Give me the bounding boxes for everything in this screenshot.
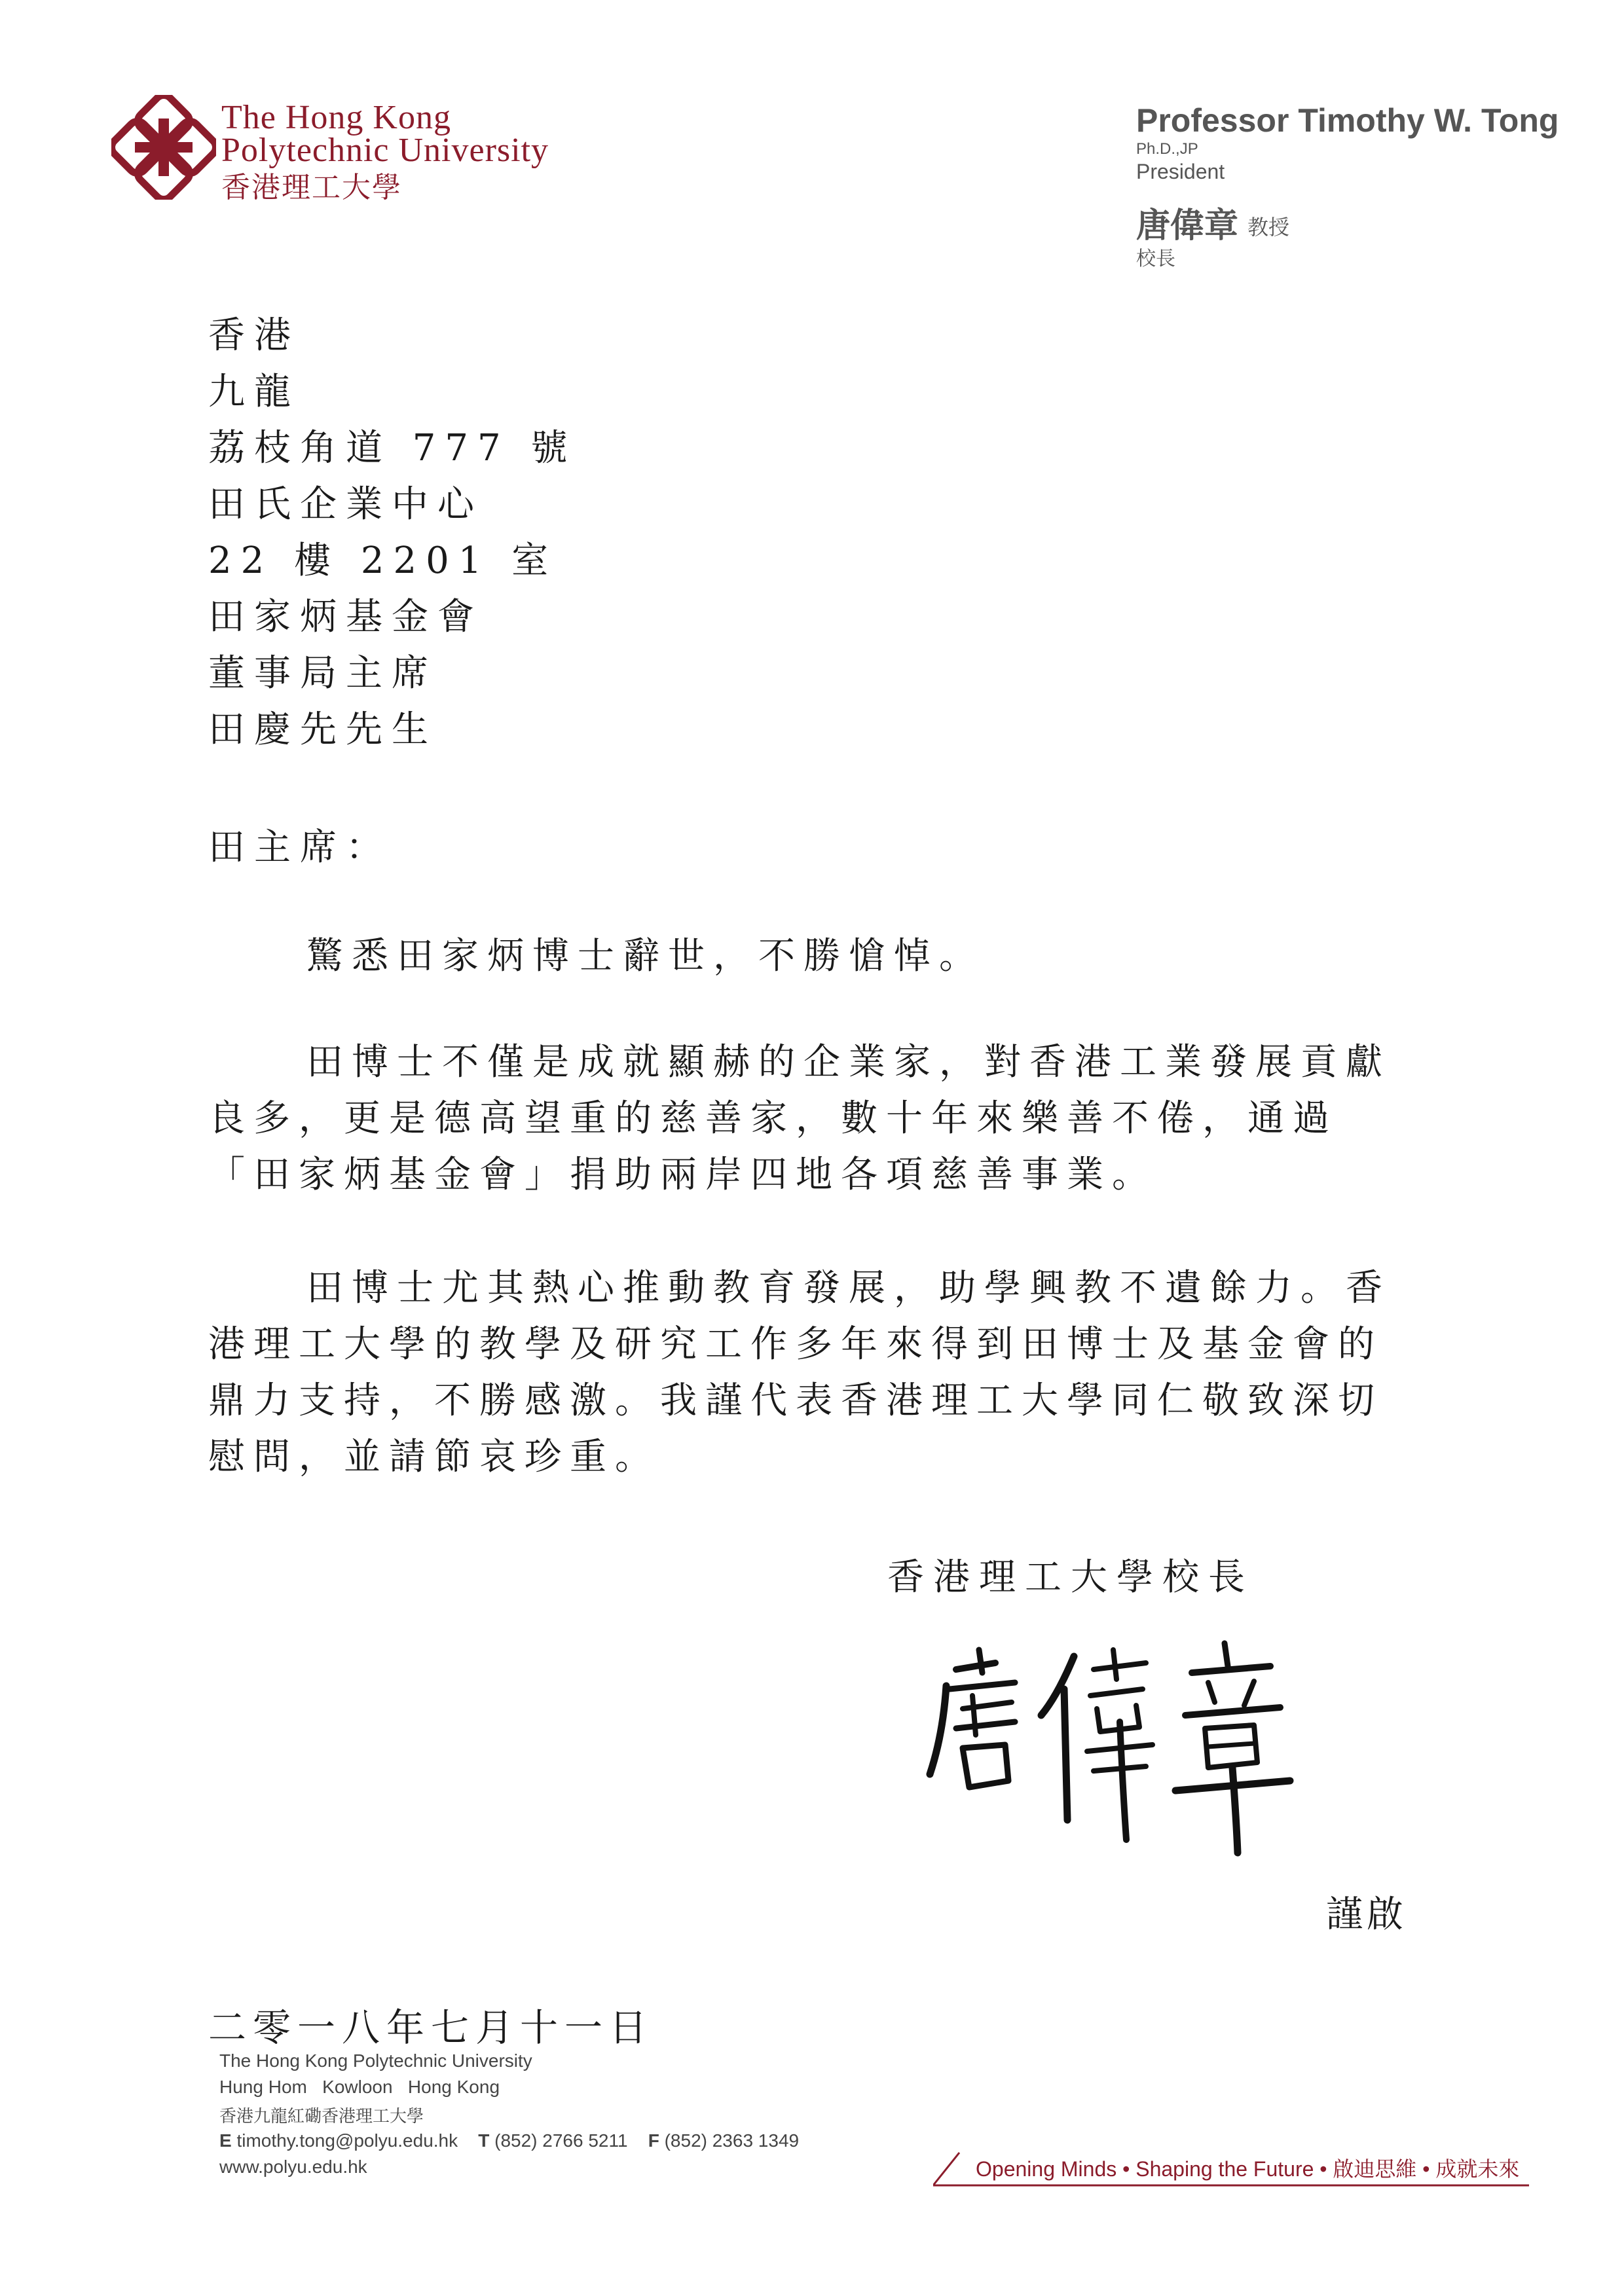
president-name-zh: 唐偉章	[1136, 206, 1239, 246]
university-name-en-line2: Polytechnic University	[221, 132, 549, 169]
letter-date: 二零一八年七月十一日	[208, 2005, 654, 2050]
address-line: 田氏企業中心	[208, 483, 483, 526]
handwritten-signature	[917, 1624, 1310, 1859]
university-name-zh: 香港理工大學	[221, 171, 402, 204]
president-suffix-zh: 教授	[1247, 215, 1290, 240]
address-line: 九龍	[208, 371, 300, 413]
footer-contacts	[219, 2130, 799, 2151]
signer-title: 香港理工大學校長	[887, 1556, 1254, 1599]
paragraph: 田博士不僅是成就顯赫的企業家，對香港工業發展貢獻良多，更是德高望重的慈善家，數十年來樂善不倦，通過「田家炳基金會」捐助兩岸四地各項慈善事業。	[208, 1041, 1391, 1196]
footer-university: The Hong Kong Polytechnic University	[219, 2050, 532, 2071]
tel-label: T	[478, 2130, 490, 2151]
email-label: E	[219, 2130, 232, 2151]
fax-number: (852) 2363 1349	[664, 2130, 800, 2151]
university-name-en-line1: The Hong Kong	[221, 99, 451, 136]
email-link[interactable]: timothy.tong@polyu.edu.hk	[236, 2130, 458, 2151]
polyu-logo-icon	[111, 95, 216, 200]
president-name: Professor Timothy W. Tong	[1136, 102, 1559, 139]
address-line: 田慶先先生	[208, 708, 437, 751]
address-line: 荔枝角道 777 號	[208, 427, 577, 469]
paragraph: 驚悉田家炳博士辭世，不勝愴悼。	[306, 935, 984, 977]
footer-address-zh: 香港九龍紅磡香港理工大學	[219, 2107, 424, 2126]
university-motto: Opening Minds • Shaping the Future • 啟迪思維 • 成就未來	[976, 2157, 1520, 2181]
motto-rule	[933, 2183, 1529, 2186]
tel-number: (852) 2766 5211	[494, 2130, 628, 2151]
address-line: 22 樓 2201 室	[208, 539, 558, 582]
closing-text: 謹啟	[1326, 1893, 1407, 1936]
address-line: 香港	[208, 314, 300, 357]
paragraph: 田博士尤其熱心推動教育發展，助學興教不遺餘力。香港理工大學的教學及研究工作多年來得到田博士及基金會的鼎力支持，不勝感激。我謹代表香港理工大學同仁敬致深切慰問，並請節哀珍重。	[208, 1267, 1391, 1478]
president-title: President	[1136, 160, 1225, 183]
salutation: 田主席：	[208, 826, 392, 869]
president-title-zh: 校長	[1136, 247, 1175, 270]
address-line: 田家炳基金會	[208, 596, 483, 638]
address-line: 董事局主席	[208, 652, 437, 695]
footer-address: Hung Hom Kowloon Hong Kong	[219, 2077, 500, 2097]
president-degrees: Ph.D.,JP	[1136, 140, 1198, 158]
footer-website-link[interactable]: www.polyu.edu.hk	[219, 2157, 367, 2177]
fax-label: F	[648, 2130, 659, 2151]
